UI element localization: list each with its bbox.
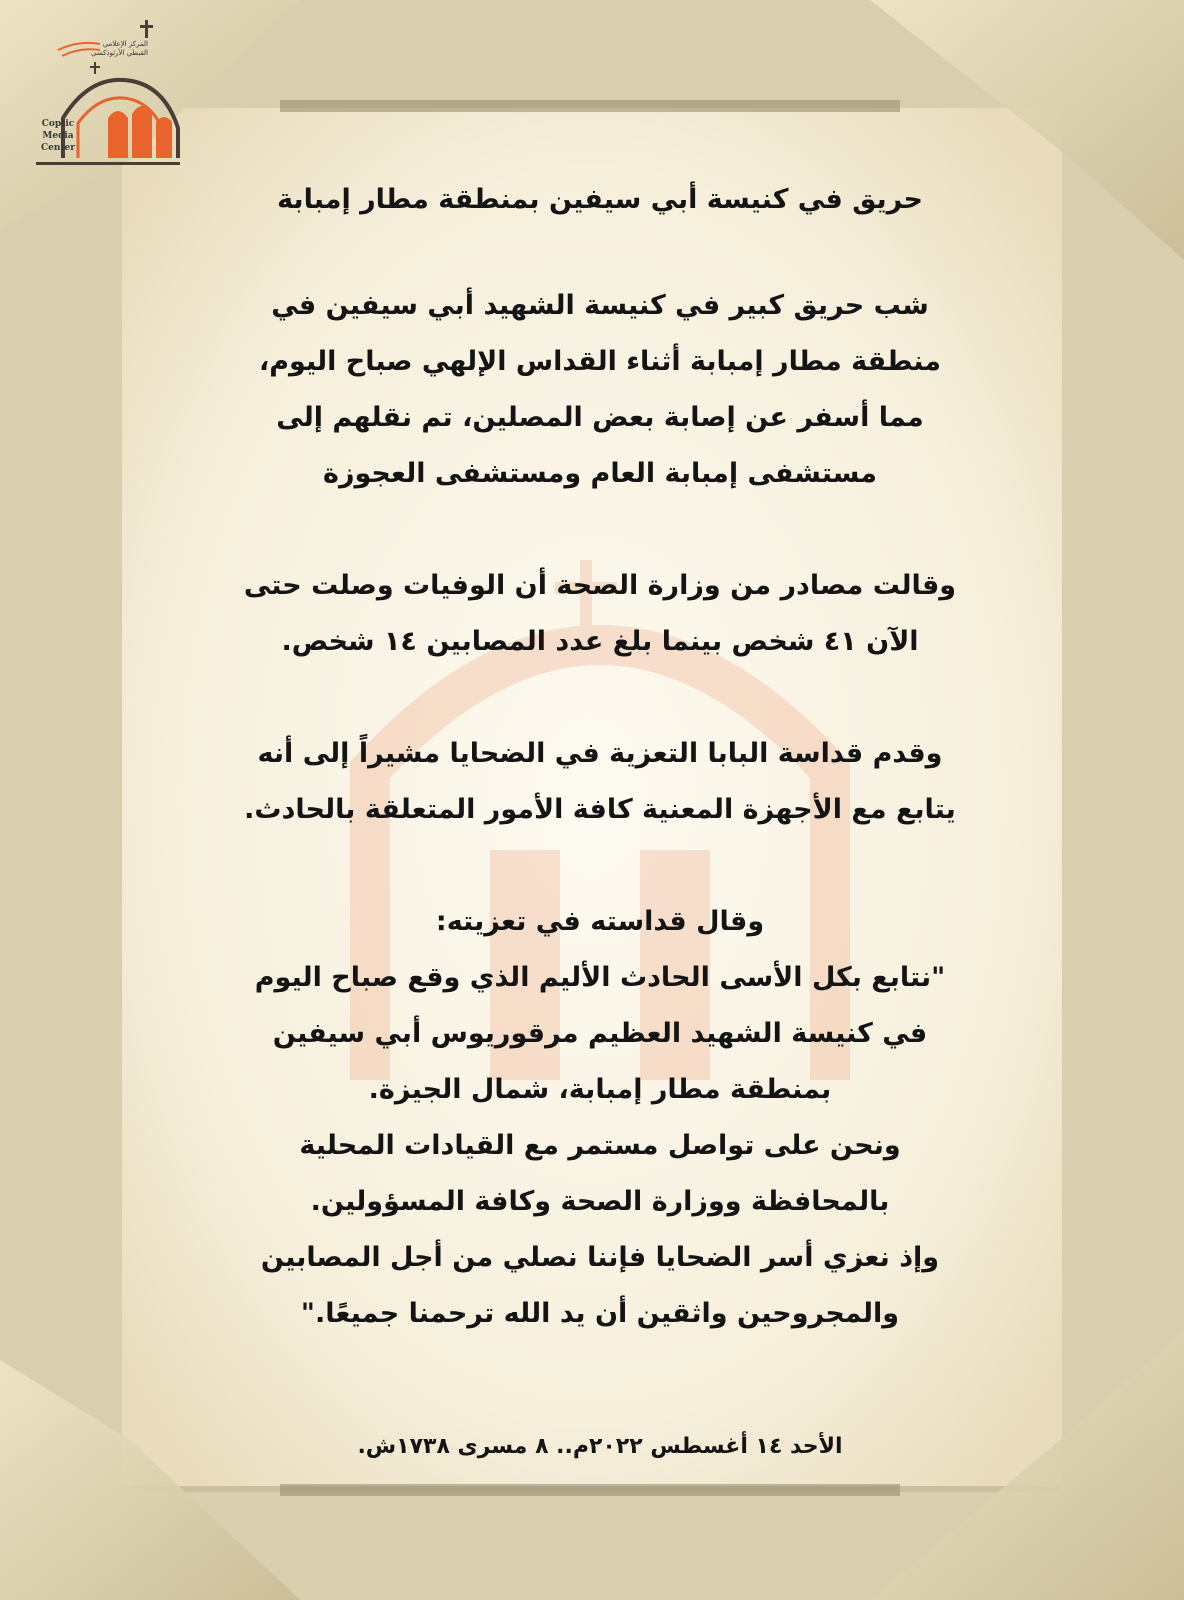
logo-english-name <box>38 118 78 154</box>
paragraph-pope-quote <box>190 894 1010 1342</box>
text-line: "نتابع بكل الأسى الحادث الأليم الذي وقع صباح اليوم <box>254 962 946 993</box>
logo-arabic-line1: المركز الإعلامي <box>102 40 148 48</box>
text-line: الآن ٤١ شخص بينما بلغ عدد المصابين ١٤ شخص. <box>281 626 919 657</box>
text-line: يتابع مع الأجهزة المعنية كافة الأمور المتعلقة بالحادث. <box>244 794 956 825</box>
top-edge-bar <box>280 100 900 112</box>
text-line: ونحن على تواصل مستمر مع القيادات المحلية <box>299 1130 901 1161</box>
text-line: في كنيسة الشهيد العظيم مرقوريوس أبي سيفين <box>272 1018 928 1049</box>
text-line: مستشفى إمبابة العام ومستشفى العجوزة <box>323 458 877 489</box>
text-line: مما أسفر عن إصابة بعض المصلين، تم نقلهم إلى <box>276 402 924 433</box>
statement-body <box>190 178 1010 1478</box>
text-line: بالمحافظة ووزارة الصحة وكافة المسؤولين. <box>310 1186 890 1217</box>
text-line: منطقة مطار إمبابة أثناء القداس الإلهي صباح اليوم، <box>258 346 941 377</box>
paragraph-fire-report <box>190 278 1010 502</box>
text-line: وإذ نعزي أسر الضحايا فإننا نصلي من أجل المصابين <box>260 1242 940 1273</box>
text-line: بمنطقة مطار إمبابة، شمال الجيزة. <box>368 1074 832 1105</box>
logo-arabic-name <box>62 40 148 58</box>
text-line: وقال قداسته في تعزيته: <box>435 906 765 937</box>
logo-en-word: Media <box>42 131 74 141</box>
logo-en-word: Coptic <box>41 119 75 129</box>
text-line: وقدم قداسة البابا التعزية في الضحايا مشيراً إلى أنه <box>257 738 943 769</box>
logo-arabic-line2: القبطي الأرثوذكسي <box>91 49 148 57</box>
bottom-edge-bar <box>280 1484 900 1496</box>
statement-date: الأحد ١٤ أغسطس ٢٠٢٢م.. ٨ مسرى ١٧٣٨ش. <box>357 1434 843 1459</box>
text-line: والمجروحين واثقين أن يد الله ترحمنا جميعًا." <box>300 1298 900 1329</box>
paragraph-pope-condolence <box>190 726 1010 838</box>
statement-title: حريق في كنيسة أبي سيفين بمنطقة مطار إمبابة <box>277 184 923 215</box>
paragraph-casualties <box>190 558 1010 670</box>
text-line: شب حريق كبير في كنيسة الشهيد أبي سيفين في <box>271 290 929 321</box>
logo-en-word: Center <box>40 143 76 153</box>
text-line: وقالت مصادر من وزارة الصحة أن الوفيات وصلت حتى <box>243 570 957 601</box>
